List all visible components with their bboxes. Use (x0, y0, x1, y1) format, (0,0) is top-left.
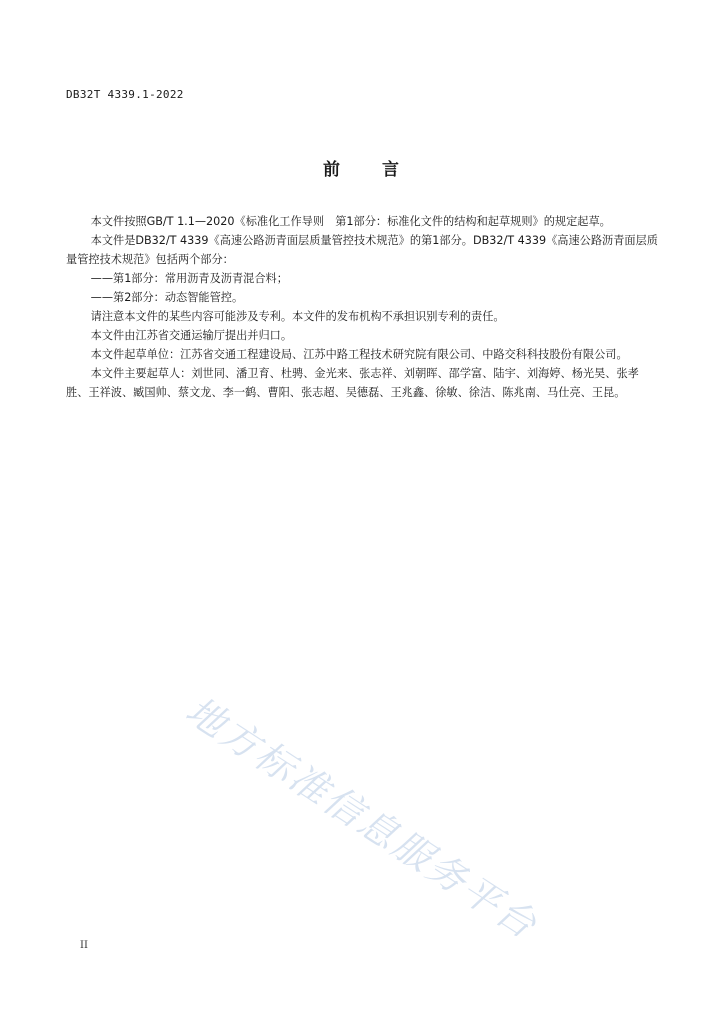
list-item-part-1: ——第1部分：常用沥青及沥青混合料； (90, 272, 288, 285)
paragraph-proposer: 本文件由江苏省交通运输厅提出并归口。 (90, 329, 293, 342)
paragraph-drafters: 本文件主要起草人：刘世同、潘卫育、杜骋、金光来、张志祥、刘朝晖、邵学富、陆宇、刘海婷、杨光昊、张孝胜、王祥波、臧国帅、蔡文龙、李一鹤、曹阳、张志超、吴德磊、王兆鑫、徐敏、徐洁、陈兆南、马仕亮、王昆。 (66, 367, 639, 399)
section-title (0, 155, 724, 180)
watermark-text: 地方标准信息服务平台 (178, 687, 546, 949)
paragraph-patent-notice: 请注意本文件的某些内容可能涉及专利。本文件的发布机构不承担识别专利的责任。 (90, 310, 505, 323)
paragraph-drafting-rules: 本文件按照GB/T 1.1—2020《标准化工作导则 第1部分：标准化文件的结构和起草规则》的规定起草。 (90, 215, 611, 228)
document-code: DB32T 4339.1-2022 (66, 88, 184, 101)
page-number: II (80, 940, 88, 951)
paragraph-drafting-units: 本文件起草单位：江苏省交通工程建设局、江苏中路工程技术研究院有限公司、中路交科科技股份有限公司。 (90, 348, 628, 361)
title-char-2: 言 (382, 160, 401, 180)
title-char-1: 前 (323, 160, 342, 180)
foreword-body (66, 212, 660, 402)
paragraph-part-description: 本文件是DB32/T 4339《高速公路沥青面层质量管控技术规范》的第1部分。DB32/T 4339《高速公路沥青面层质量管控技术规范》包括两个部分： (66, 234, 658, 266)
list-item-part-2: ——第2部分：动态智能管控。 (90, 291, 244, 304)
